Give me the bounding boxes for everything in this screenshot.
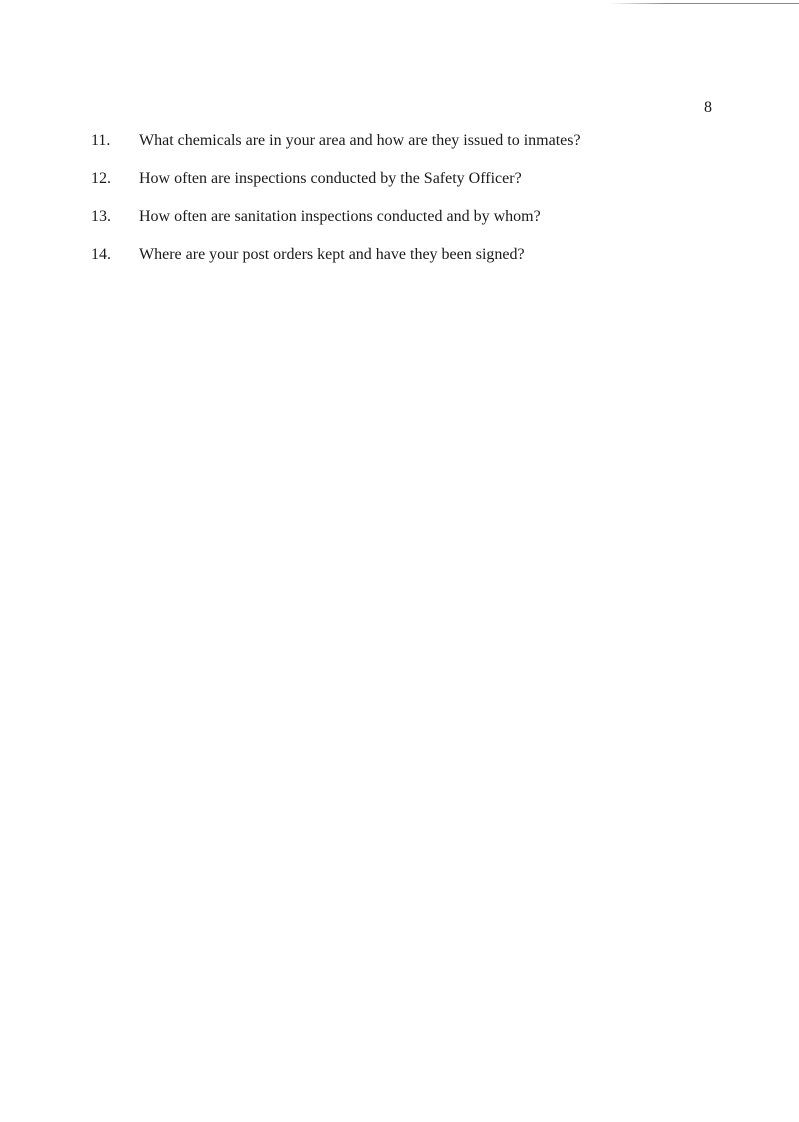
question-text: Where are your post orders kept and have they been signed? [139,246,525,263]
question-number: 14. [91,246,111,263]
question-text: How often are inspections conducted by the Safety Officer? [139,170,522,187]
question-item [0,245,799,283]
question-list [0,131,799,283]
question-item [0,169,799,207]
question-text: What chemicals are in your area and how are they issued to inmates? [139,132,581,149]
scan-edge-line [609,3,799,4]
question-text: How often are sanitation inspections conducted and by whom? [139,208,541,225]
question-number: 12. [91,170,111,187]
question-item [0,131,799,169]
question-number: 11. [91,132,111,149]
question-number: 13. [91,208,111,225]
page-number: 8 [704,99,712,116]
question-item [0,207,799,245]
